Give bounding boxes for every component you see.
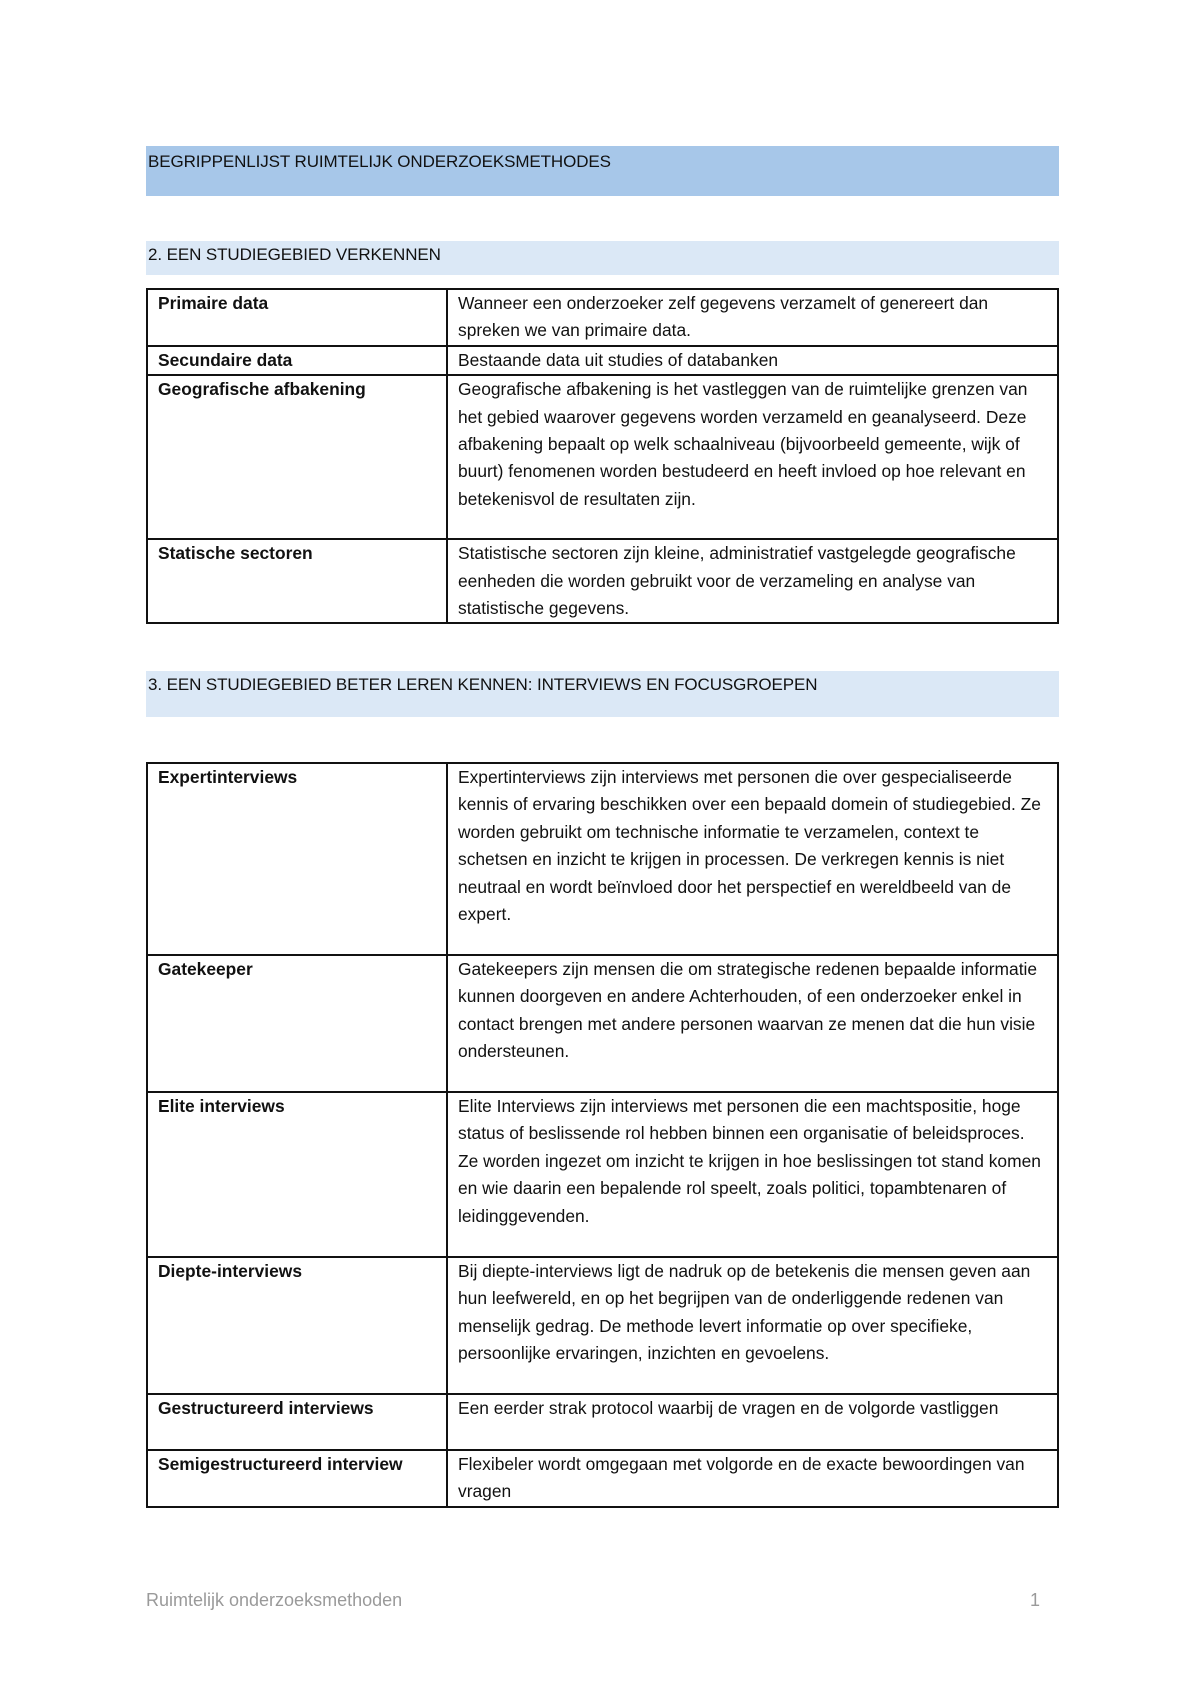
table-row <box>147 1257 1058 1394</box>
section-heading-2: 2. EEN STUDIEGEBIED VERKENNEN <box>146 241 1059 275</box>
table-row <box>147 375 1058 539</box>
definition-cell: Wanneer een onderzoeker zelf gegevens verzamelt of genereert dan spreken we van primaire data. <box>447 289 1058 346</box>
term-cell: Elite interviews <box>147 1092 447 1257</box>
term-cell: Geografische afbakening <box>147 375 447 539</box>
definition-cell: Elite Interviews zijn interviews met personen die een machtspositie, hoge status of beslissende rol hebben binnen een organisatie of beleidsproces. Ze worden ingezet om inzicht te krijgen in hoe beslissingen tot stand komen en wie daarin een bepalende rol speelt, zoals politici, topambtenaren of leidinggevenden. <box>447 1092 1058 1257</box>
document-title: BEGRIPPENLIJST RUIMTELIJK ONDERZOEKSMETHODES <box>146 146 1059 196</box>
term-cell: Primaire data <box>147 289 447 346</box>
table-row <box>147 1394 1058 1450</box>
definition-cell: Gatekeepers zijn mensen die om strategische redenen bepaalde informatie kunnen doorgeven en andere Achterhouden, of een onderzoeker enkel in contact brengen met andere personen waarvan ze menen dat die hun visie ondersteunen. <box>447 955 1058 1092</box>
page-number: 1 <box>1029 1590 1040 1610</box>
table-row <box>147 289 1058 346</box>
table-row <box>147 539 1058 623</box>
table-row <box>147 1450 1058 1507</box>
term-cell: Expertinterviews <box>147 763 447 955</box>
term-cell: Secundaire data <box>147 346 447 375</box>
definition-cell: Bij diepte-interviews ligt de nadruk op de betekenis die mensen geven aan hun leefwereld, en op het begrijpen van de onderliggende redenen van menselijk gedrag. De methode levert informatie op over specifieke, persoonlijke ervaringen, inzichten en gevoelens. <box>447 1257 1058 1394</box>
table-row <box>147 955 1058 1092</box>
footer-course-name: Ruimtelijk onderzoeksmethoden <box>146 1590 403 1610</box>
definition-cell: Expertinterviews zijn interviews met personen die over gespecialiseerde kennis of ervaring beschikken over een bepaald domein of studiegebied. Ze worden gebruikt om technische informatie te verzamelen, context te schetsen en inzicht te krijgen in processen. De verkregen kennis is niet neutraal en wordt beïnvloed door het perspectief en wereldbeeld van de expert. <box>447 763 1058 955</box>
term-cell: Diepte-interviews <box>147 1257 447 1394</box>
table-row <box>147 1092 1058 1257</box>
term-cell: Gestructureerd interviews <box>147 1394 447 1450</box>
section-heading-3: 3. EEN STUDIEGEBIED BETER LEREN KENNEN: INTERVIEWS EN FOCUSGROEPEN <box>146 671 1059 717</box>
definition-cell: Statistische sectoren zijn kleine, administratief vastgelegde geografische eenheden die worden gebruikt voor de verzameling en analyse van statistische gegevens. <box>447 539 1058 623</box>
table-row <box>147 346 1058 375</box>
term-cell: Statische sectoren <box>147 539 447 623</box>
definition-cell: Geografische afbakening is het vastleggen van de ruimtelijke grenzen van het gebied waarover gegevens worden verzameld en geanalyseerd. Deze afbakening bepaalt op welk schaalniveau (bijvoorbeeld gemeente, wijk of buurt) fenomenen worden bestudeerd en heeft invloed op hoe relevant en betekenisvol de resultaten zijn. <box>447 375 1058 539</box>
glossary-table-verkennen <box>146 288 1059 624</box>
definition-cell: Bestaande data uit studies of databanken <box>447 346 1058 375</box>
glossary-table-interviews <box>146 762 1059 1508</box>
definition-cell: Flexibeler wordt omgegaan met volgorde en de exacte bewoordingen van vragen <box>447 1450 1058 1507</box>
table-row <box>147 763 1058 955</box>
definition-cell: Een eerder strak protocol waarbij de vragen en de volgorde vastliggen <box>447 1394 1058 1450</box>
term-cell: Semigestructureerd interview <box>147 1450 447 1507</box>
term-cell: Gatekeeper <box>147 955 447 1092</box>
